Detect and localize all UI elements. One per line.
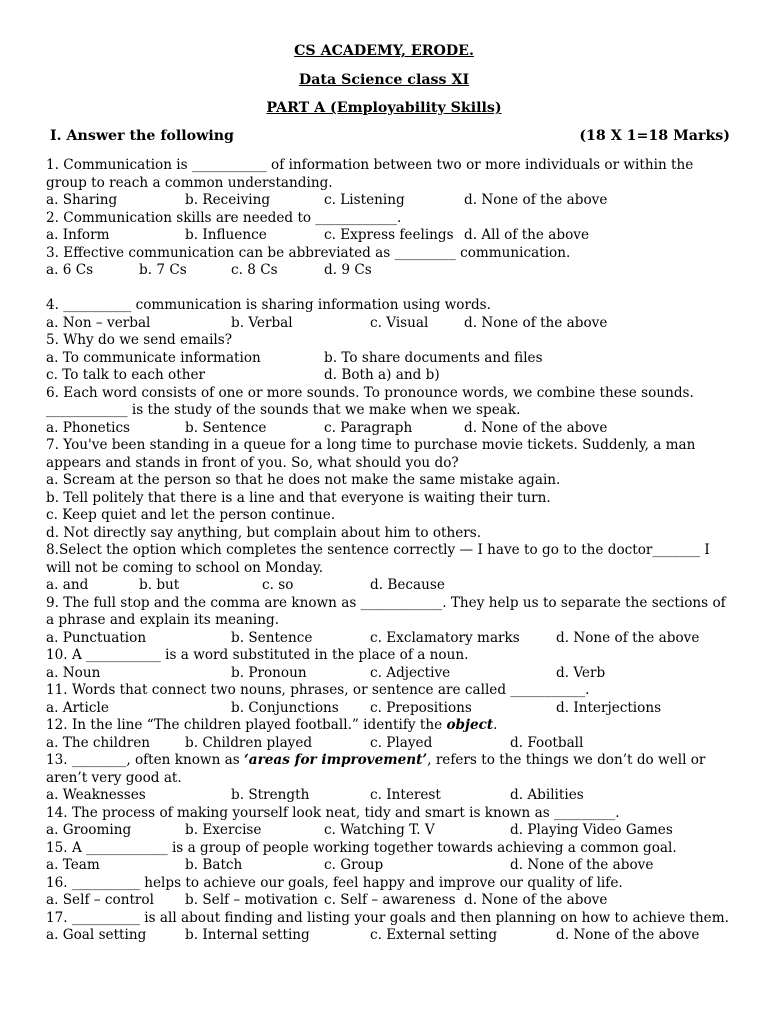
question-emphasis: ‘areas for improvement’	[244, 752, 428, 768]
question-text: 8.Select the option which completes the sentence correctly — I have to go to the doctor_______ I will not be coming to school on Monday.	[46, 542, 710, 576]
options-row	[46, 577, 736, 595]
question-6	[46, 385, 736, 438]
option-d: d. Football	[510, 734, 584, 751]
question-text-part: 13. ________, often known as	[46, 752, 245, 768]
options-row	[46, 700, 736, 718]
options-row	[46, 735, 736, 753]
option-b: b. 7 Cs	[139, 262, 187, 278]
question-5	[46, 332, 736, 385]
question-13	[46, 752, 736, 805]
question-text: 5. Why do we send emails?	[46, 332, 233, 348]
question-text: 2. Communication skills are needed to ____________.	[46, 209, 402, 226]
option-a: a. Punctuation	[46, 629, 147, 646]
question-text-part: 12. In the line “The children played football.” identify the	[46, 717, 447, 733]
question-text: 3. Effective communication can be abbreviated as _________ communication.	[46, 244, 571, 261]
option-c: c. Visual	[370, 314, 429, 331]
option-d: d. Both a) and b)	[324, 367, 440, 383]
options-row	[46, 227, 736, 245]
option-b: b. Internal setting	[185, 927, 310, 943]
option-b: b. Verbal	[231, 314, 293, 331]
option-b: b. Children played	[185, 734, 313, 751]
question-text: 14. The process of making yourself look neat, tidy and smart is known as _________.	[46, 804, 620, 821]
option-b: b. Strength	[231, 787, 310, 803]
option-c: c. Paragraph	[324, 419, 413, 436]
options-row	[46, 630, 736, 648]
option-a: a. Goal setting	[46, 927, 147, 943]
option-d: d. None of the above	[556, 927, 700, 943]
option-b: b. Pronoun	[231, 664, 307, 681]
question-text: 10. A ___________ is a word substituted in the place of a noun.	[46, 647, 469, 663]
option-d: d. Because	[370, 577, 445, 593]
option-a: a. Sharing	[46, 192, 118, 208]
option-b: b. Receiving	[185, 192, 271, 208]
option-c: c. To talk to each other	[46, 367, 205, 383]
option-a: a. Phonetics	[46, 419, 131, 436]
option-b: b. Conjunctions	[231, 699, 339, 716]
question-text-part: , refers to the things we don’t do well or aren’t very good at.	[46, 752, 706, 786]
option-c: c. Express feelings	[324, 227, 454, 243]
option-a: a. Article	[46, 699, 109, 716]
option-d: d. All of the above	[464, 227, 590, 243]
spacer	[46, 280, 736, 298]
option-b: b. Influence	[185, 227, 267, 243]
question-emphasis: object	[446, 717, 494, 733]
option-a: a. and	[46, 577, 89, 593]
options-row	[46, 822, 736, 840]
question-9	[46, 595, 736, 648]
section-title: I. Answer the following	[50, 128, 234, 144]
option-d: d. None of the above	[464, 314, 608, 331]
question-text: 9. The full stop and the comma are known as ____________. They help us to separate the sections of a phrase and explain its meaning.	[46, 594, 726, 628]
option-a: a. Scream at the person so that he does not make the same mistake again.	[46, 472, 561, 488]
option-c: c. 8 Cs	[231, 262, 278, 278]
question-14	[46, 805, 736, 840]
question-17	[46, 910, 736, 945]
option-d: d. None of the above	[556, 629, 700, 646]
options-row	[46, 927, 736, 945]
question-3	[46, 245, 736, 280]
question-4	[46, 297, 736, 332]
options-row	[46, 892, 736, 910]
options-row	[46, 350, 736, 368]
option-a: a. Self – control	[46, 892, 154, 908]
option-a: a. Team	[46, 857, 100, 873]
options-row	[46, 315, 736, 333]
option-b: b. Exercise	[185, 822, 262, 838]
class-title: Data Science class XI	[298, 72, 470, 88]
question-10	[46, 647, 736, 682]
question-1	[46, 157, 736, 210]
part-title: PART A (Employability Skills)	[266, 100, 502, 116]
option-b: b. To share documents and files	[324, 349, 543, 366]
option-a: a. Weaknesses	[46, 787, 146, 803]
question-11	[46, 682, 736, 717]
option-c: c. Group	[324, 857, 384, 873]
question-text: 16. __________ helps to achieve our goals, feel happy and improve our quality of life.	[46, 874, 623, 891]
section-marks: (18 X 1=18 Marks)	[579, 128, 730, 144]
option-c: c. so	[262, 577, 294, 593]
option-c: c. Prepositions	[370, 699, 472, 716]
option-a: a. Inform	[46, 227, 110, 243]
options-row	[46, 367, 736, 385]
academy-title: CS ACADEMY, ERODE.	[294, 43, 474, 59]
option-c: c. Self – awareness	[324, 892, 456, 908]
option-b: b. Sentence	[231, 629, 313, 646]
options-row	[46, 787, 736, 805]
option-c: c. Keep quiet and let the person continue.	[46, 507, 336, 523]
option-c: c. Watching T. V	[324, 822, 435, 838]
option-b: b. Tell politely that there is a line and that everyone is waiting their turn.	[46, 489, 551, 506]
option-d: d. None of the above	[464, 192, 608, 208]
question-8	[46, 542, 736, 595]
options-row	[46, 665, 736, 683]
question-16	[46, 875, 736, 910]
option-c: c. Interest	[370, 787, 441, 803]
question-text: 1. Communication is ___________ of information between two or more individuals or within the group to reach a common understanding.	[46, 157, 694, 191]
question-15	[46, 840, 736, 875]
question-text: 15. A ____________ is a group of people working together towards achieving a common goal.	[46, 839, 677, 856]
option-a: a. The children	[46, 734, 150, 751]
question-text	[46, 752, 736, 787]
option-d: d. Not directly say anything, but complain about him to others.	[46, 524, 482, 541]
option-c: c. Listening	[324, 192, 405, 208]
question-text: 4. __________ communication is sharing information using words.	[46, 297, 491, 313]
option-c: c. Adjective	[370, 664, 451, 681]
question-text-part: .	[493, 717, 498, 733]
option-a: a. Grooming	[46, 822, 132, 838]
option-d: d. Interjections	[556, 699, 662, 716]
option-b: b. Sentence	[185, 419, 267, 436]
option-d: d. None of the above	[464, 892, 608, 908]
option-d: d. Playing Video Games	[510, 822, 673, 838]
section-heading	[50, 128, 730, 144]
question-text: 11. Words that connect two nouns, phrases, or sentence are called ___________.	[46, 682, 590, 698]
options-row	[46, 262, 736, 280]
option-d: d. None of the above	[464, 419, 608, 436]
option-a: a. 6 Cs	[46, 262, 94, 278]
question-text: 6. Each word consists of one or more sounds. To pronounce words, we combine these sounds. ____________ is the study of the sounds that we make when we speak.	[46, 384, 694, 418]
question-text	[46, 717, 736, 735]
option-d: d. 9 Cs	[324, 262, 372, 278]
options-row	[46, 192, 736, 210]
option-c: c. Played	[370, 734, 433, 751]
option-a: a. To communicate information	[46, 349, 261, 366]
option-a: a. Noun	[46, 664, 101, 681]
question-7	[46, 437, 736, 542]
option-b: b. Batch	[185, 857, 243, 873]
option-a: a. Non – verbal	[46, 314, 151, 331]
option-d: d. Abilities	[510, 787, 584, 803]
option-d: d. None of the above	[510, 857, 654, 873]
option-b: b. Self – motivation	[185, 892, 318, 908]
option-b: b. but	[139, 577, 180, 593]
question-2	[46, 210, 736, 245]
question-text: 7. You've been standing in a queue for a long time to purchase movie tickets. Suddenly, a man appears and stands in front of you. So, what should you do?	[46, 437, 696, 471]
option-d: d. Verb	[556, 664, 606, 681]
options-row	[46, 420, 736, 438]
option-c: c. External setting	[370, 927, 498, 943]
question-text: 17. __________ is all about finding and listing your goals and then planning on how to achieve them.	[46, 909, 729, 926]
options-row	[46, 857, 736, 875]
question-12	[46, 717, 736, 752]
question-list	[46, 157, 736, 945]
option-c: c. Exclamatory marks	[370, 629, 520, 646]
